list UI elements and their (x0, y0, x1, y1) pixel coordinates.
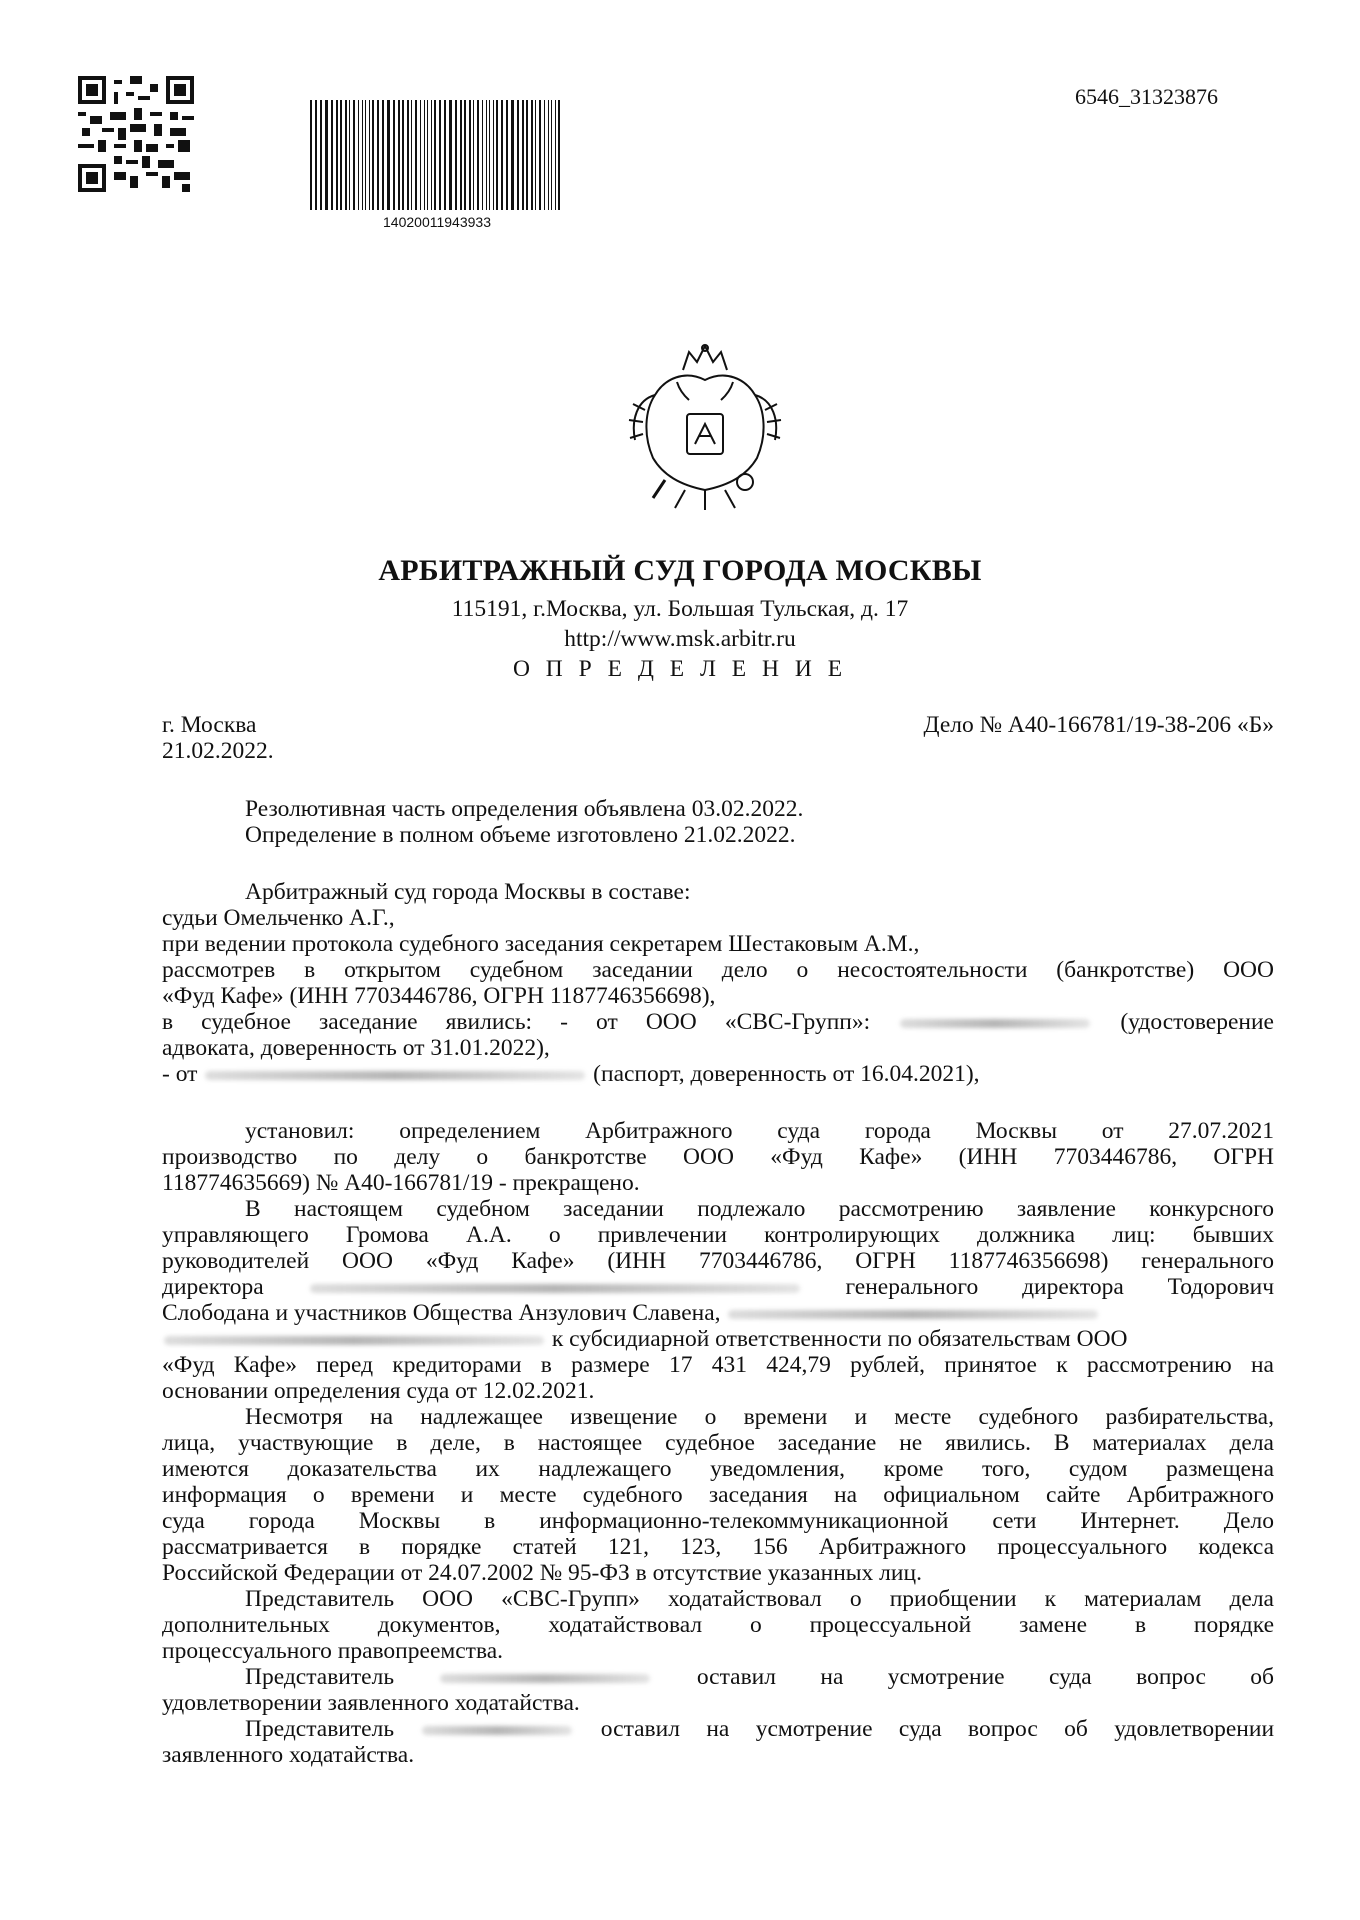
barcode-bar (340, 100, 342, 210)
city: г. Москва (162, 712, 257, 738)
barcode-bar (449, 100, 452, 210)
text-fragment: Представитель (245, 1716, 395, 1742)
text-line: рассмотрев в открытом судебном заседании дело о несостоятельности (банкротстве) ООО (162, 957, 1274, 983)
barcode-bar (431, 100, 432, 210)
barcode-bar (558, 100, 560, 210)
redacted-text (440, 1674, 650, 1683)
text-fragment: (удостоверение (1120, 1009, 1274, 1035)
text-fragment: (паспорт, доверенность от 16.04.2021), (593, 1061, 980, 1087)
barcode-bar (539, 100, 541, 210)
barcode-bar (377, 100, 379, 210)
barcode-bar (349, 100, 350, 210)
barcode-bar (493, 100, 494, 210)
text-line: основании определения суда от 12.02.2021. (162, 1378, 595, 1404)
redacted-text (900, 1019, 1090, 1028)
barcode-bar (353, 100, 355, 210)
text-line: имеются доказательства их надлежащего уведомления, кроме того, судом размещена (162, 1456, 1274, 1482)
text-line: рассматривается в порядке статей 121, 123, 156 Арбитражного процессуального кодекса (162, 1534, 1274, 1560)
barcode-bar (460, 100, 462, 210)
coat-of-arms-emblem (625, 340, 785, 515)
text-line: «Фуд Кафе» (ИНН 7703446786, ОГРН 1187746356698), (162, 983, 716, 1009)
text-fragment: оставил на усмотрение суда вопрос об удовлетворении (600, 1716, 1275, 1742)
text-line (245, 1118, 1274, 1144)
text-line (245, 1716, 1274, 1742)
barcode-bar (336, 100, 338, 210)
redacted-text (310, 1284, 800, 1293)
barcode-bar (469, 100, 471, 210)
text-fragment: директора (162, 1274, 264, 1300)
barcode-bar (369, 100, 370, 210)
barcode-bar (372, 100, 374, 210)
barcode-bar (444, 100, 446, 210)
text-line: Представитель ООО «СВС-Групп» ходатайствовал о приобщении к материалам дела (245, 1586, 1274, 1612)
barcode-bar (325, 100, 328, 210)
barcode-bar (310, 100, 312, 210)
barcode-bar (411, 100, 412, 210)
redacted-text (205, 1071, 585, 1080)
barcode-bar (420, 100, 421, 210)
text-line: информация о времени и месте судебного заседания на официальном сайте Арбитражного (162, 1482, 1274, 1508)
text-line: Российской Федерации от 24.07.2002 № 95-ФЗ в отсутствие указанных лиц. (162, 1560, 922, 1586)
text-line: руководителей ООО «Фуд Кафе» (ИНН 7703446786, ОГРН 1187746356698) генерального (162, 1248, 1274, 1274)
barcode-bar (345, 100, 347, 210)
text-fragment: - от (162, 1061, 198, 1087)
text-line: Резолютивная часть определения объявлена 03.02.2022. (245, 796, 804, 822)
barcode-bar (315, 100, 317, 210)
text-line (162, 1326, 1128, 1352)
barcode-bar (482, 100, 483, 210)
text-line: суда города Москвы в информационно-телекоммуникационной сети Интернет. Дело (162, 1508, 1274, 1534)
qr-code (78, 76, 194, 192)
barcode-bar (407, 100, 409, 210)
barcode-bar (415, 100, 417, 210)
barcode-bar (362, 100, 363, 210)
court-address: 115191, г.Москва, ул. Большая Тульская, д. 17 (451, 596, 909, 622)
redacted-text (728, 1310, 1098, 1319)
text-fragment: Слободана и участников Общества Анзулович Славена, (162, 1300, 721, 1326)
barcode-bar (331, 100, 333, 210)
text-line: процессуального правопреемства. (162, 1638, 504, 1664)
barcode-bar (365, 100, 366, 210)
barcode-bar (535, 100, 536, 210)
text-line: дополнительных документов, ходатайствовал о процессуальной замене в порядке (162, 1612, 1274, 1638)
document-date: 21.02.2022. (162, 738, 274, 764)
court-website: http://www.msk.arbitr.ru (564, 626, 796, 652)
text-fragment: установил: определением Арбитражного суда города Москвы от 27.07.2021 (245, 1118, 1274, 1144)
text-line: заявленного ходатайства. (162, 1742, 415, 1768)
barcode-bar (398, 100, 400, 210)
barcode-bar (473, 100, 474, 210)
barcode-bar (424, 100, 425, 210)
barcode-bar (548, 100, 549, 210)
text-fragment: генерального директора Тодорович (845, 1274, 1275, 1300)
barcode-bar (551, 100, 552, 210)
text-line: Определение в полном объеме изготовлено 21.02.2022. (245, 822, 796, 848)
barcode-bar (464, 100, 466, 210)
text-line: при ведении протокола судебного заседания секретарем Шестаковым А.М., (162, 931, 920, 957)
text-line: Арбитражный суд города Москвы в составе: (245, 879, 691, 905)
text-line (162, 1009, 1274, 1035)
barcode-bar (526, 100, 528, 210)
text-line: «Фуд Кафе» перед кредиторами в размере 17 431 424,79 рублей, принятое к рассмотрению на (162, 1352, 1274, 1378)
text-line: управляющего Громова А.А. о привлечении контролирующих должника лиц: бывших (162, 1222, 1274, 1248)
text-line (245, 1664, 1274, 1690)
barcode-bar (455, 100, 457, 210)
text-line: В настоящем судебном заседании подлежало рассмотрению заявление конкурсного (245, 1196, 1274, 1222)
barcode (310, 100, 564, 210)
case-number: Дело № А40-166781/19-38-206 «Б» (923, 712, 1274, 738)
text-fragment: в судебное заседание явились: - от ООО «СВС-Групп»: (162, 1009, 871, 1035)
barcode-number: 14020011943933 (383, 214, 491, 230)
barcode-bar (506, 100, 508, 210)
barcode-bar (358, 100, 359, 210)
text-line: адвоката, доверенность от 31.01.2022), (162, 1035, 550, 1061)
document-id: 6546_31323876 (1075, 84, 1218, 109)
text-line (162, 1300, 1100, 1326)
barcode-bar (489, 100, 490, 210)
barcode-bar (320, 100, 322, 210)
barcode-bar (501, 100, 503, 210)
barcode-bar (555, 100, 556, 210)
barcode-bar (427, 100, 428, 210)
barcode-bar (393, 100, 395, 210)
text-line (162, 1061, 980, 1087)
redacted-text (422, 1726, 572, 1735)
redacted-text (164, 1336, 544, 1345)
barcode-bar (531, 100, 533, 210)
barcode-bar (477, 100, 479, 210)
barcode-bar (402, 100, 404, 210)
barcode-bar (387, 100, 390, 210)
text-line: 118774635669) № А40-166781/19 - прекращено. (162, 1170, 640, 1196)
court-name: АРБИТРАЖНЫЙ СУД ГОРОДА МОСКВЫ (378, 554, 982, 587)
text-line: Несмотря на надлежащее извещение о времени и месте судебного разбирательства, (245, 1404, 1274, 1430)
text-line (162, 1274, 1274, 1300)
text-fragment: к субсидиарной ответственности по обязательствам ООО (551, 1326, 1128, 1352)
barcode-bar (382, 100, 384, 210)
barcode-bar (511, 100, 514, 210)
text-line: судьи Омельченко А.Г., (162, 905, 395, 931)
text-fragment: Представитель (245, 1664, 395, 1690)
barcode-bar (517, 100, 519, 210)
barcode-bar (434, 100, 436, 210)
document-type: О П Р Е Д Е Л Е Н И Е (512, 656, 848, 682)
barcode-bar (486, 100, 487, 210)
barcode-bar (544, 100, 545, 210)
barcode-bar (496, 100, 498, 210)
text-line: производство по делу о банкротстве ООО «Фуд Кафе» (ИНН 7703446786, ОГРН (162, 1144, 1274, 1170)
text-line: удовлетворении заявленного ходатайства. (162, 1690, 580, 1716)
barcode-bar (439, 100, 441, 210)
text-line: лица, участвующие в деле, в настоящее судебное заседание не явились. В материалах дела (162, 1430, 1274, 1456)
text-fragment: оставил на усмотрение суда вопрос об (696, 1664, 1275, 1690)
barcode-bar (522, 100, 524, 210)
